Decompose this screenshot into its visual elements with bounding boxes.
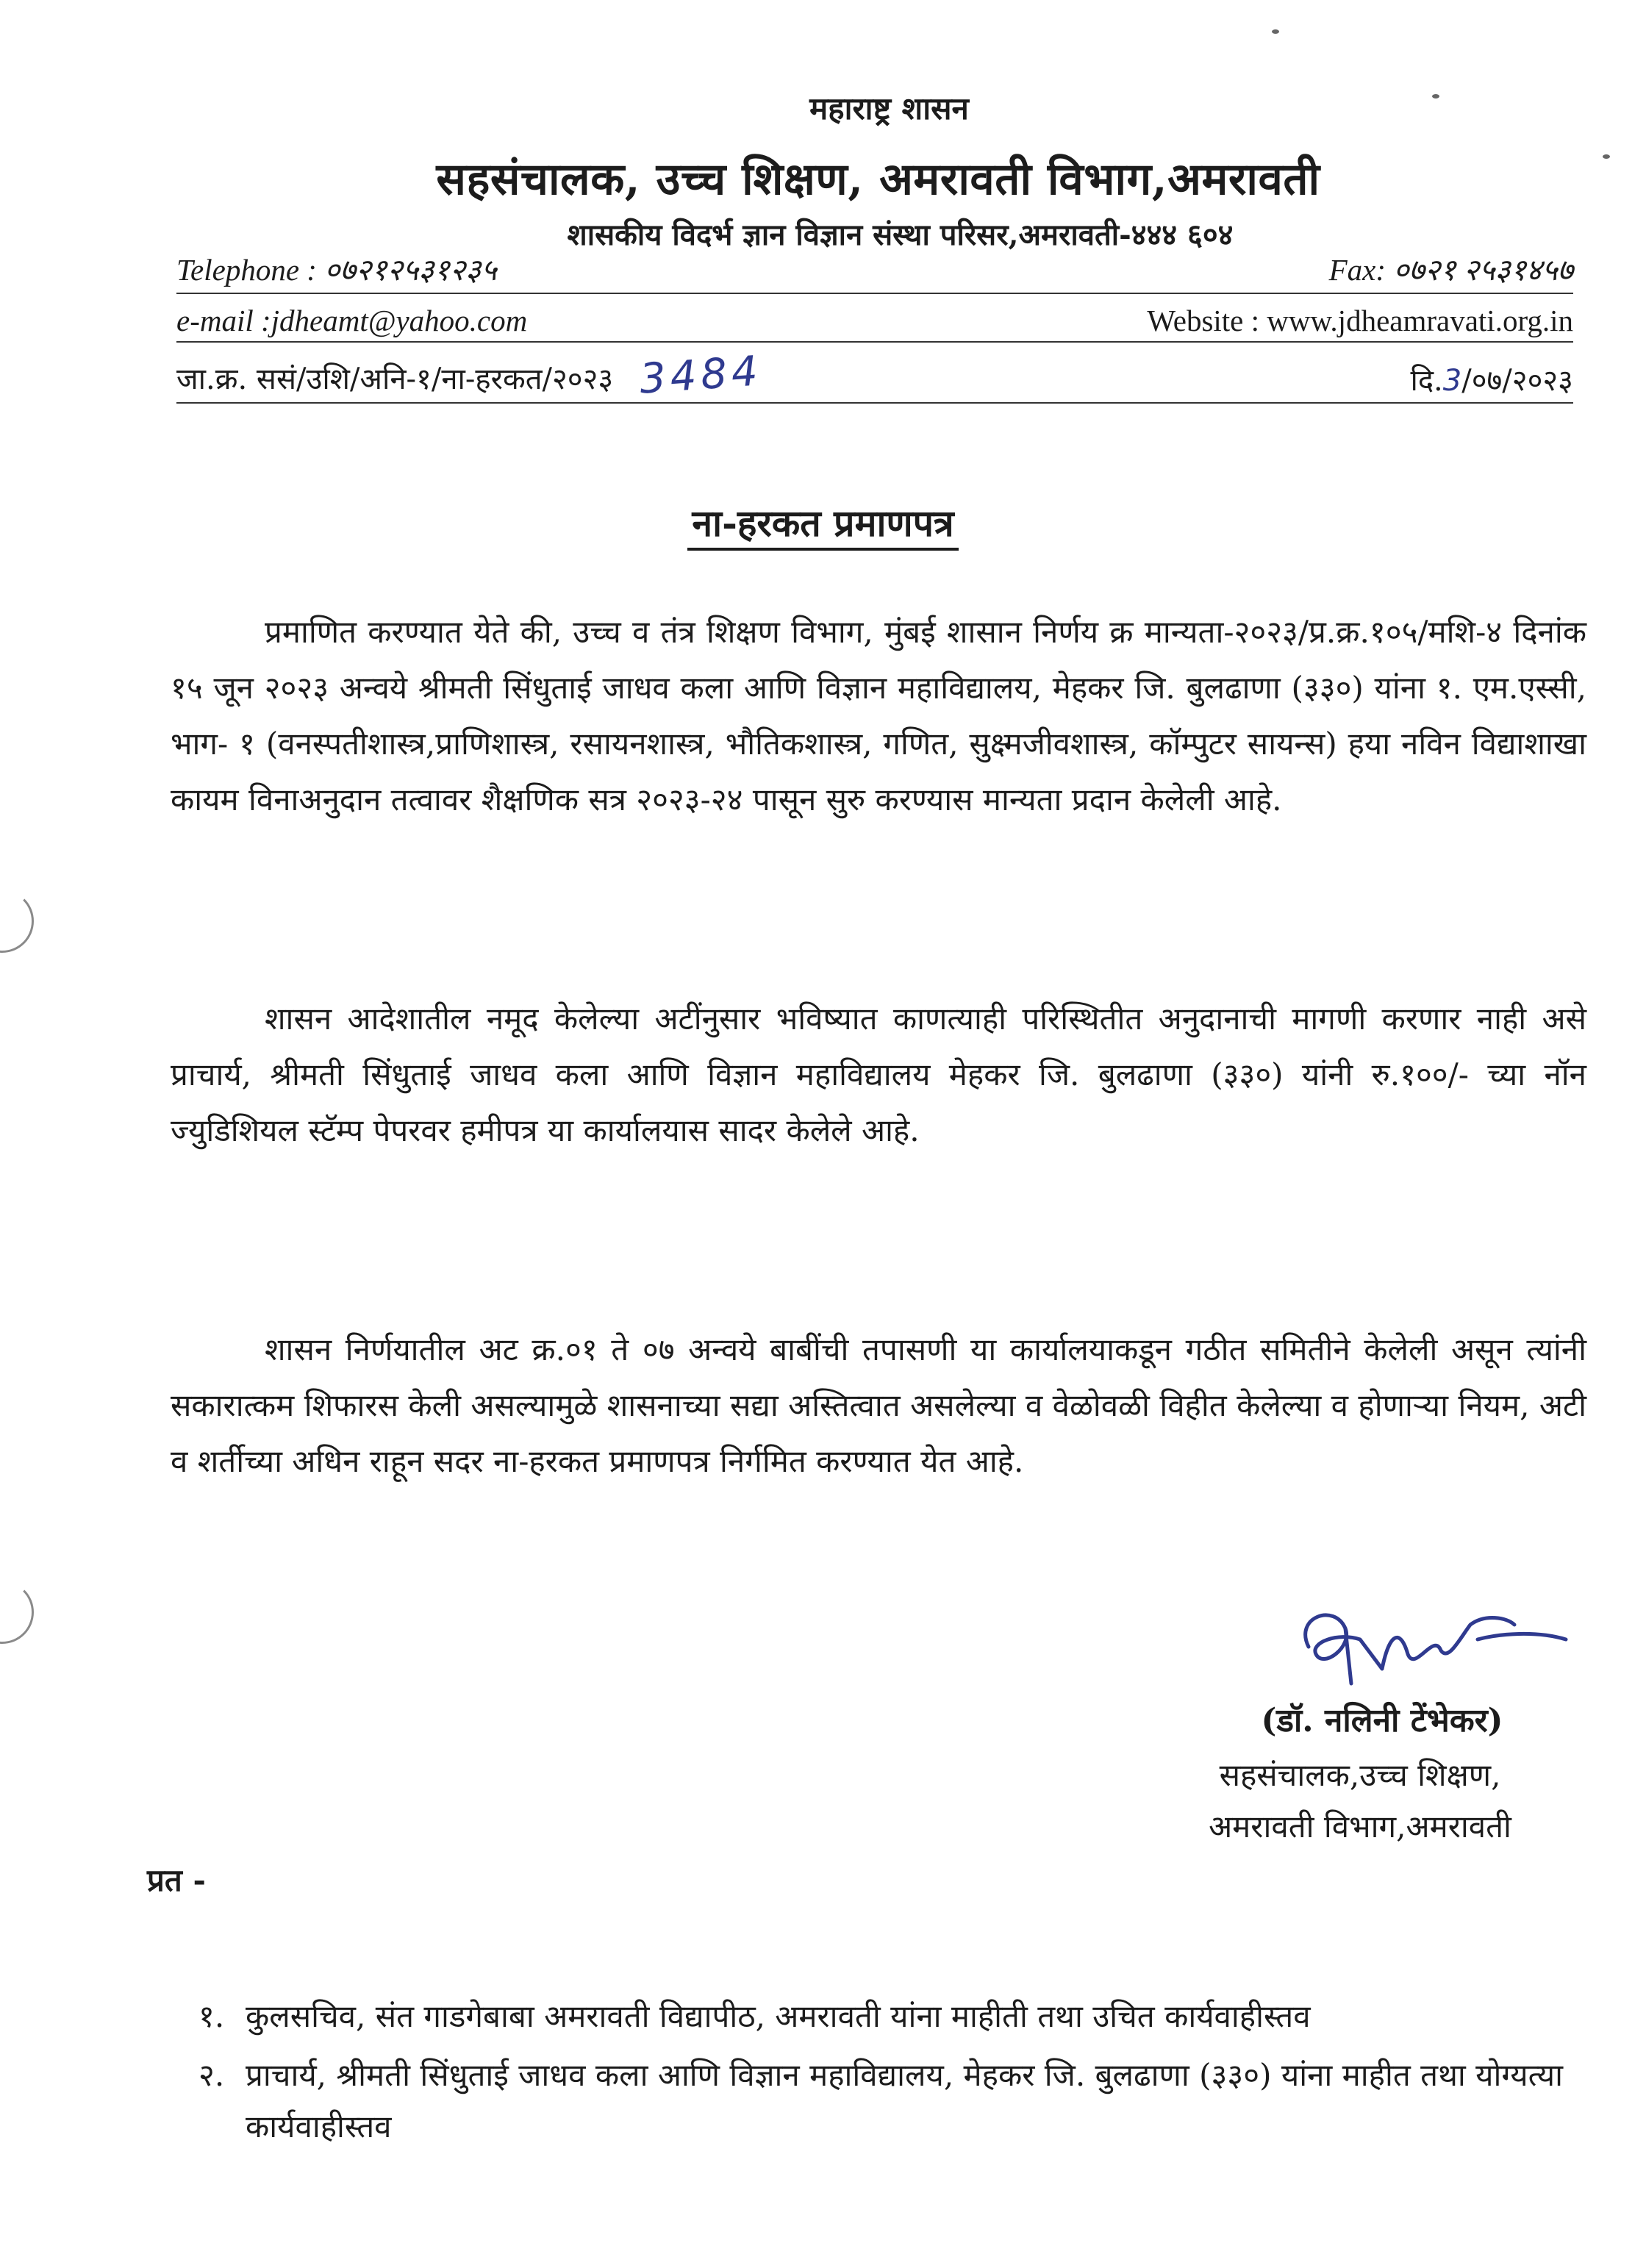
designation-line: सहसंचालक,उच्च शिक्षण, — [1219, 1757, 1501, 1793]
document-title-text: ना-हरकत प्रमाणपत्र — [687, 501, 958, 551]
hole-punch-mark — [0, 890, 34, 953]
date-prefix: दि. — [1410, 364, 1443, 398]
copy-to-text: प्राचार्य, श्रीमती सिंधुताई जाधव कला आणि विज्ञान महाविद्यालय, मेहकर जि. बुलढाणा (३३०) यांना माहीत तथा योग्यत्या कार्यवाहीस्तव — [246, 2057, 1563, 2144]
reference-line — [176, 347, 1573, 404]
fax: Fax: ०७२१ २५३१४५७ — [1328, 253, 1573, 287]
government-name: महाराष्ट्र शासन — [809, 90, 969, 126]
date-suffix: /०७/२०२३ — [1461, 364, 1573, 398]
copy-to-item — [198, 2050, 1563, 2153]
date-handwritten: 3 — [1442, 364, 1462, 398]
copy-to-label: प्रत - — [147, 1862, 206, 1898]
letter-date — [1410, 359, 1573, 399]
designation-line: अमरावती विभाग,अमरावती — [1209, 1809, 1511, 1845]
copy-to-text: कुलसचिव, संत गाडगेबाबा अमरावती विद्यापीठ, अमरावती यांना माहीती तथा उचित कार्यवाहीस्तव — [246, 1998, 1311, 2034]
copy-to-number: १. — [198, 1998, 225, 2034]
reference-number — [176, 347, 764, 404]
email: e-mail :jdheamt@yahoo.com — [176, 304, 528, 337]
contact-line-email-website — [176, 303, 1573, 343]
contact-line-phone-fax — [176, 248, 1573, 294]
hole-punch-mark — [0, 1581, 34, 1644]
copy-to-item — [198, 1991, 1563, 2042]
copy-to-number: २. — [198, 2057, 225, 2093]
reference-number-printed: जा.क्र. ससं/उशि/अनि-१/ना-हरकत/२०२३ — [176, 362, 614, 396]
office-address: शासकीय विदर्भ ज्ञान विज्ञान संस्था परिसर,अमरावती-४४४ ६०४ — [567, 218, 1234, 252]
body-paragraph: शासन आदेशातील नमूद केलेल्या अटींनुसार भविष्यात काणत्याही परिस्थितीत अनुदानाची मागणी करणार नाही असे प्राचार्य, श्रीमती सिंधुताई जाधव कला आणि विज्ञान महाविद्यालय मेहकर जि. बुलढाणा (३३०) यांनी रु.१००/- च्या नॉन ज्युडिशियल स्टॅम्प पेपरवर हमीपत्र या कार्यालयास सादर केलेले आहे. — [171, 1001, 1586, 1148]
document-title — [0, 497, 1646, 547]
reference-number-handwritten: 3484 — [638, 347, 764, 404]
website: Website : www.jdheamravati.org.in — [1147, 304, 1573, 337]
handwritten-signature — [1264, 1588, 1573, 1698]
body-paragraph: शासन निर्णयातील अट क्र.०१ ते ०७ अन्वये बाबींची तपासणी या कार्यालयाकडून गठीत समितीने केलेली असून त्यांनी सकारात्कम शिफारस केली असल्यामुळे शासनाच्या सद्या अस्तित्वात असलेल्या व वेळोवळी विहीत केलेल्या व होणाऱ्या नियम, अटी व शर्तीच्या अधिन राहून सदर ना-हरकत प्रमाणपत्र निर्गमित करण्यात येत आहे. — [171, 1331, 1586, 1479]
signatory-designation — [1132, 1750, 1588, 1853]
telephone: Telephone : ०७२१२५३१२३५ — [176, 253, 497, 287]
signatory-name: (डॉ. नलिनी टेंभेकर) — [1261, 1702, 1503, 1739]
scan-speck — [1272, 29, 1279, 34]
copy-to-list — [198, 1991, 1563, 2160]
office-title: सहसंचालक, उच्च शिक्षण, अमरावती विभाग,अमरावती — [436, 154, 1320, 205]
body-paragraph: प्रमाणित करण्यात येते की, उच्च व तंत्र शिक्षण विभाग, मुंबई शासान निर्णय क्र मान्यता-२०२३/प्र.क्र.१०५/मशि-४ दिनांक १५ जून २०२३ अन्वये श्रीमती सिंधुताई जाधव कला आणि विज्ञान महाविद्यालय, मेहकर जि. बुलढाणा (३३०) यांना १. एम.एस्सी, भाग- १ (वनस्पतीशास्त्र,प्राणिशास्त्र, रसायनशास्त्र, भौतिकशास्त्र, गणित, सुक्ष्मजीवशास्त्र, कॉम्पुटर सायन्स) हया नविन विद्याशाखा कायम विनाअनुदान तत्वावर शैक्षणिक सत्र २०२३-२४ पासून सुरु करण्यास मान्यता प्रदान केलेली आहे. — [171, 614, 1586, 818]
